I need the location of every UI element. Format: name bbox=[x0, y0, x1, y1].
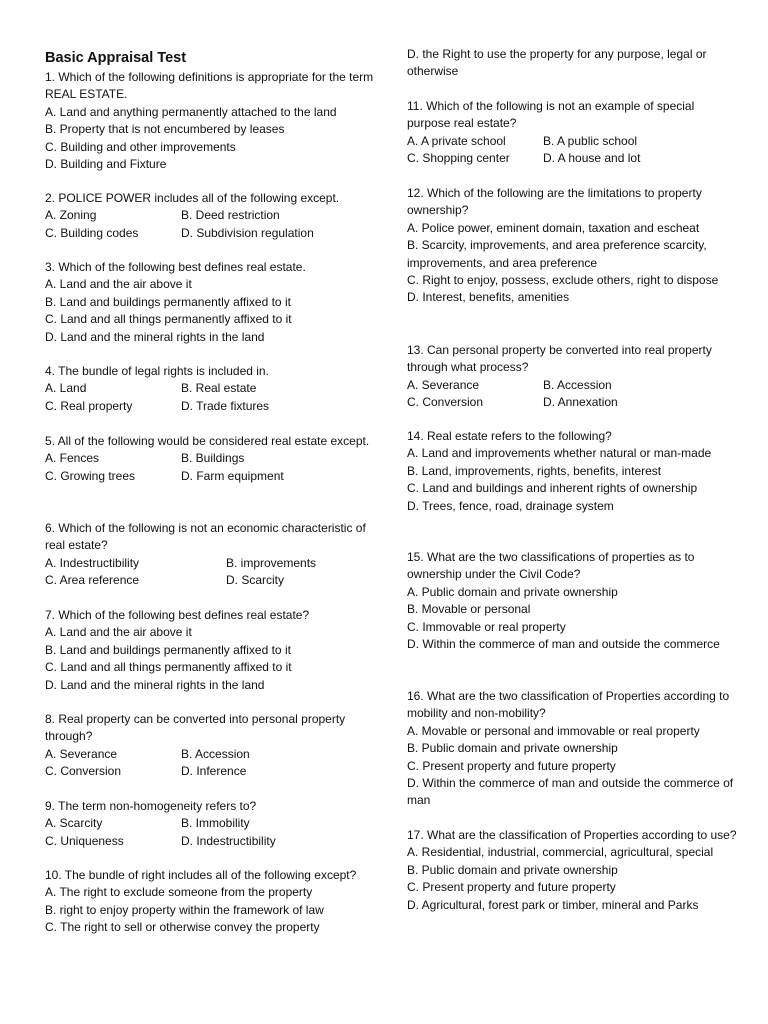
option-a: A. Police power, eminent domain, taxation and escheat bbox=[407, 220, 700, 235]
option-c: C. Real property bbox=[45, 398, 133, 413]
option-a: A. Movable or personal and immovable or real property bbox=[407, 723, 700, 738]
option-a: A. Zoning bbox=[45, 208, 97, 223]
question-stem: 14. Real estate refers to the following? bbox=[407, 429, 612, 443]
option-d: D. Trees, fence, road, drainage system bbox=[407, 498, 614, 513]
option-d: D. Annexation bbox=[543, 395, 618, 410]
option-c: C. Area reference bbox=[45, 573, 140, 588]
question-stem: 2. POLICE POWER includes all of the following except. bbox=[45, 191, 340, 205]
option-a: A. Severance bbox=[45, 746, 118, 761]
question-stem: 11. Which of the following is not an example of special purpose real estate? bbox=[407, 99, 695, 131]
option-c: C. Land and all things permanently affixed to it bbox=[45, 660, 292, 675]
option-b: B. Land, improvements, rights, benefits, interest bbox=[407, 463, 662, 478]
option-b: B. Accession bbox=[181, 746, 250, 761]
option-d: D. Building and Fixture bbox=[45, 157, 167, 172]
question-7 bbox=[45, 607, 375, 694]
option-d: D. A house and lot bbox=[543, 151, 641, 166]
question-6 bbox=[45, 520, 375, 590]
option-c: C. Conversion bbox=[407, 395, 484, 410]
option-a: A. Land and the air above it bbox=[45, 277, 192, 292]
option-d: D. Inference bbox=[181, 764, 247, 779]
option-a: A. Scarcity bbox=[45, 816, 103, 831]
question-stem: 3. Which of the following best defines real estate. bbox=[45, 260, 306, 274]
option-a: A. Severance bbox=[407, 377, 480, 392]
question-stem: 8. Real property can be converted into personal property through? bbox=[45, 712, 346, 744]
option-c: C. Shopping center bbox=[407, 151, 510, 166]
option-d: D. Land and the mineral rights in the land bbox=[45, 677, 265, 692]
question-stem: 6. Which of the following is not an economic characteristic of real estate? bbox=[45, 521, 366, 553]
question-stem: 1. Which of the following definitions is appropriate for the term REAL ESTATE. bbox=[45, 70, 374, 102]
question-stem: 9. The term non-homogeneity refers to? bbox=[45, 799, 257, 813]
option-b: B. A public school bbox=[543, 133, 638, 148]
question-stem: 4. The bundle of legal rights is included in. bbox=[45, 364, 269, 378]
option-b: B. Land and buildings permanently affixed to it bbox=[45, 642, 291, 657]
option-b: B. Accession bbox=[543, 377, 612, 392]
option-d: D. Within the commerce of man and outside the commerce bbox=[407, 637, 720, 652]
option-c: C. Right to enjoy, possess, exclude others, right to dispose bbox=[407, 273, 719, 288]
question-stem: 12. Which of the following are the limitations to property ownership? bbox=[407, 186, 702, 218]
option-a: A. Land and the air above it bbox=[45, 625, 192, 640]
option-c: C. Uniqueness bbox=[45, 833, 124, 848]
option-a: A. Fences bbox=[45, 451, 100, 466]
option-d: D. Subdivision regulation bbox=[181, 225, 314, 240]
question-5 bbox=[45, 433, 375, 485]
option-d: D. Trade fixtures bbox=[181, 398, 270, 413]
question-14 bbox=[407, 428, 737, 515]
option-a: A. Public domain and private ownership bbox=[407, 584, 618, 599]
question-17 bbox=[407, 827, 737, 914]
option-a: A. Land and anything permanently attached to the land bbox=[45, 104, 337, 119]
option-c: C. Present property and future property bbox=[407, 880, 616, 895]
option-c: C. Present property and future property bbox=[407, 758, 616, 773]
question-1 bbox=[45, 69, 375, 173]
option-c: C. Building and other improvements bbox=[45, 139, 236, 154]
option-a: A. Indestructibility bbox=[45, 555, 140, 570]
option-c: C. Growing trees bbox=[45, 468, 136, 483]
option-d: D. Farm equipment bbox=[181, 468, 284, 483]
option-b: B. Land and buildings permanently affixed to it bbox=[45, 294, 291, 309]
option-d: D. Within the commerce of man and outside the commerce of man bbox=[407, 776, 734, 808]
question-11 bbox=[407, 98, 737, 168]
option-b: B. Movable or personal bbox=[407, 602, 531, 617]
option-c: C. Conversion bbox=[45, 764, 122, 779]
option-b: B. Public domain and private ownership bbox=[407, 741, 618, 756]
question-4 bbox=[45, 363, 375, 415]
option-b: B. Immobility bbox=[181, 816, 250, 831]
option-d: D. Scarcity bbox=[226, 573, 285, 588]
option-b: B. improvements bbox=[226, 555, 317, 570]
option-d: D. Indestructibility bbox=[181, 833, 276, 848]
option-b: B. Buildings bbox=[181, 451, 245, 466]
option-c: C. Immovable or real property bbox=[407, 619, 566, 634]
option-b: B. Real estate bbox=[181, 381, 257, 396]
question-stem: 13. Can personal property be converted into real property through what process? bbox=[407, 343, 712, 375]
question-stem: 10. The bundle of right includes all of the following except? bbox=[45, 868, 357, 882]
option-b: B. Scarcity, improvements, and area preference scarcity, improvements, and area preference bbox=[407, 238, 707, 270]
option-a: A. Land and improvements whether natural or man-made bbox=[407, 446, 712, 461]
option-c: C. Building codes bbox=[45, 225, 139, 240]
question-stem: 7. Which of the following best defines real estate? bbox=[45, 608, 310, 622]
option-b: B. Public domain and private ownership bbox=[407, 862, 618, 877]
option-a: A. Land bbox=[45, 381, 87, 396]
question-stem: 15. What are the two classifications of properties as to ownership under the Civil Code? bbox=[407, 550, 695, 582]
option-d: D. Interest, benefits, amenities bbox=[407, 290, 570, 305]
question-15 bbox=[407, 549, 737, 653]
option-d: D. the Right to use the property for any purpose, legal or otherwise bbox=[407, 47, 707, 79]
option-a: A. A private school bbox=[407, 133, 506, 148]
option-d: D. Agricultural, forest park or timber, mineral and Parks bbox=[407, 897, 699, 912]
option-d: D. Land and the mineral rights in the land bbox=[45, 329, 265, 344]
option-b: B. right to enjoy property within the framework of law bbox=[45, 902, 324, 917]
question-12 bbox=[407, 185, 737, 307]
question-stem: 17. What are the classification of Properties according to use? bbox=[407, 828, 737, 842]
option-a: A. The right to exclude someone from the property bbox=[45, 885, 313, 900]
page-title: Basic Appraisal Test bbox=[45, 50, 187, 66]
question-stem: 16. What are the two classification of Properties according to mobility and non-mobility? bbox=[407, 689, 730, 721]
question-16 bbox=[407, 688, 737, 810]
option-c: C. Land and buildings and inherent rights of ownership bbox=[407, 481, 698, 496]
question-10 bbox=[45, 867, 375, 937]
question-8 bbox=[45, 711, 375, 781]
question-2 bbox=[45, 190, 375, 242]
question-stem: 5. All of the following would be considered real estate except. bbox=[45, 434, 370, 448]
question-9 bbox=[45, 798, 375, 850]
option-a: A. Residential, industrial, commercial, agricultural, special bbox=[407, 845, 714, 860]
question-13 bbox=[407, 342, 737, 412]
option-c: C. The right to sell or otherwise convey the property bbox=[45, 920, 320, 935]
option-b: B. Deed restriction bbox=[181, 208, 280, 223]
option-c: C. Land and all things permanently affixed to it bbox=[45, 312, 292, 327]
question-3 bbox=[45, 259, 375, 346]
question-10-continued bbox=[407, 46, 737, 81]
option-b: B. Property that is not encumbered by leases bbox=[45, 122, 285, 137]
